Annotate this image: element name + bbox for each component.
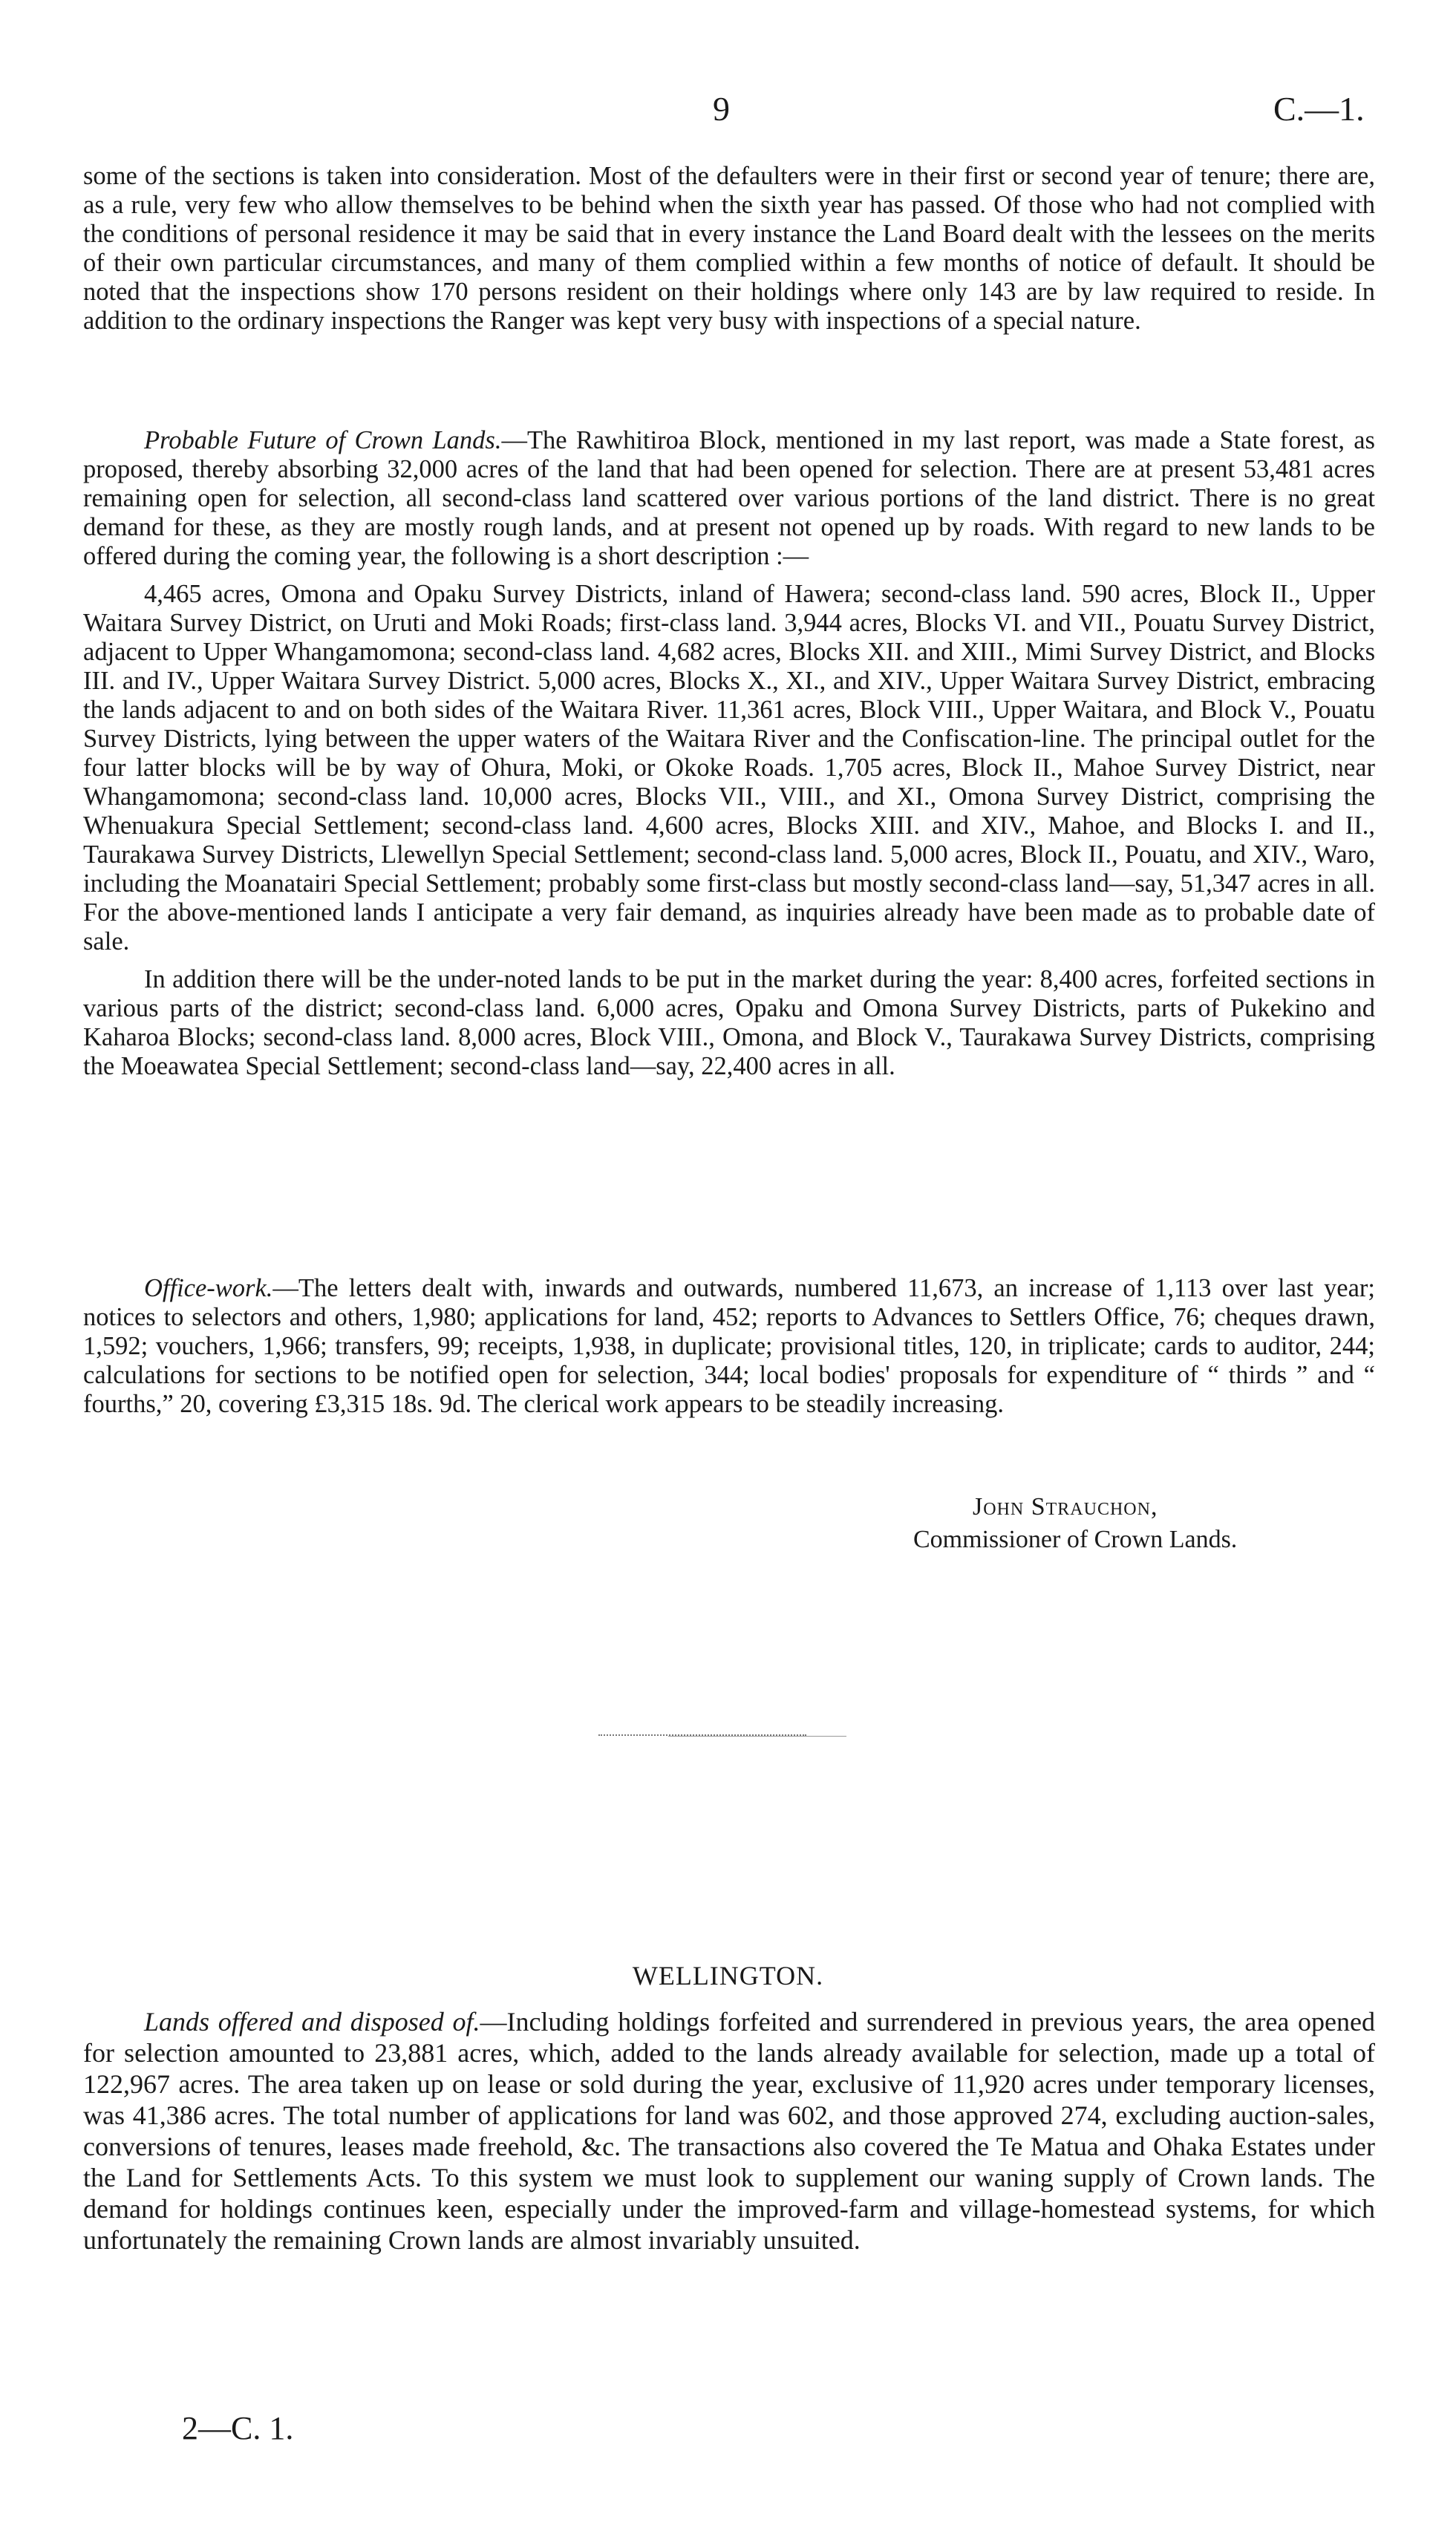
paragraph: 4,465 acres, Omona and Opaku Survey Districts, inland of Hawera; second-class land. 590 acres, Block II., Upper Waitara Survey District, on Uruti and Moki Roads; first-class land. 3,944 acres, Blocks VI. and VII., Pouatu Survey District, adjacent to Upper Whangamomona; second-class land. 4,682 acres, Blocks XII. and XIII., Mimi Survey District, and Blocks III. and IV., Upper Waitara Survey District. 5,000 acres, Blocks X., XI., and XIV., Upper Waitara Survey District, embracing the lands adjacent to and on both sides of the Waitara River. 11,361 acres, Block VIII., Upper Waitara, and Block V., Pouatu Survey Districts, lying between the upper waters of the Waitara River and the Confiscation-line. The principal outlet for the four latter blocks will be by way of Ohura, Moki, or Okoke Roads. 1,705 acres, Block II., Mahoe Survey District, near Whangamomona; second-class land. 10,000 acres, Blocks VII., VIII., and XI., Omona Survey District, comprising the Whenuakura Special Settlement; second-class land. 4,600 acres, Blocks XIII. and XIV., Mahoe, and Blocks I. and II., Taurakawa Survey Districts, Llewellyn Special Settlement; second-class land. 5,000 acres, Block II., Pouatu, and XIV., Waro, including the Moanatairi Special Settlement; probably some first-class but mostly second-class land—say, 51,347 acres in all. For the above-mentioned lands I anticipate a very fair demand, as inquiries already have been made as to probable date of sale. <box>83 580 1375 956</box>
section-heading: Lands offered and disposed of. <box>144 2007 480 2037</box>
paragraph <box>83 1274 1375 1419</box>
page-number: 9 <box>713 90 730 128</box>
signatory-title: Commissioner of Crown Lands. <box>913 1526 1238 1553</box>
section-heading: Office-work. <box>144 1274 273 1302</box>
paragraph <box>83 426 1375 571</box>
paragraph-text: —Including holdings forfeited and surrendered in previous years, the area opened for selection amounted to 23,881 acres, which, added to the lands already available for selection, made up a total of 122,967 acres. The area taken up on lease or sold during the year, exclusive of 11,920 acres under temporary licenses, was 41,386 acres. The total number of applications for land was 602, and those approved 274, excluding auction-sales, conversions of tenures, leases made freehold, &c. The transactions also covered the Te Matua and Ohaka Estates under the Land for Settlements Acts. To this system we must look to supplement our waning supply of Crown lands. The demand for holdings continues keen, especially under the improved-farm and village-homestead systems, for which unfortunately the remaining Crown lands are almost invariably unsuited. <box>83 2007 1375 2255</box>
document-reference: C.—1. <box>1273 90 1365 128</box>
section-heading: Probable Future of Crown Lands. <box>144 426 502 454</box>
section-probable-future <box>83 426 1375 1081</box>
signature-block <box>913 1491 1237 1556</box>
section-divider <box>668 1736 846 1737</box>
signatory-name: John Strauchon, <box>973 1493 1158 1521</box>
section-office-work <box>83 1274 1375 1419</box>
paragraph-text: —The letters dealt with, inwards and outwards, numbered 11,673, an increase of 1,113 over last year; notices to selectors and others, 1,980; applications for land, 452; reports to Advances to Settlers Office, 76; cheques drawn, 1,592; vouchers, 1,966; transfers, 99; receipts, 1,938, in duplicate; provisional titles, 120, in triplicate; cards to auditor, 244; calculations for sections to be notified open for selection, 344; local bodies' proposals for expenditure of “ thirds ” and “ fourths,” 20, covering £3,315 18s. 9d. The clerical work appears to be steadily increasing. <box>83 1274 1375 1418</box>
signature-mark: 2—C. 1. <box>182 2410 294 2446</box>
paragraph-text: —The Rawhitiroa Block, mentioned in my last report, was made a State forest, as proposed, thereby absorbing 32,000 acres of the land that had been opened for selection. There are at present 53,481 acres remaining open for selection, all second-class land scattered over various portions of the land district. There is no great demand for these, as they are mostly rough lands, and at present not opened up by roads. With regard to new lands to be offered during the coming year, the following is a short description :— <box>83 426 1375 570</box>
paragraph <box>83 2006 1375 2256</box>
section-wellington-lands <box>83 2006 1375 2256</box>
paragraph: In addition there will be the under-noted lands to be put in the market during the year: 8,400 acres, forfeited sections in various parts of the district; second-class land. 6,000 acres, Opaku and Omona Survey Districts, parts of Pukekino and Kaharoa Blocks; second-class land. 8,000 acres, Block VIII., Omona, and Block V., Taurakawa Survey Districts, comprising the Moeawatea Special Settlement; second-class land—say, 22,400 acres in all. <box>83 965 1375 1080</box>
district-heading: WELLINGTON. <box>632 1961 824 1991</box>
section-defaulters <box>83 162 1375 336</box>
paragraph: some of the sections is taken into consideration. Most of the defaulters were in their first or second year of tenure; there are, as a rule, very few who allow themselves to be behind when the sixth year has passed. Of those who had not complied with the conditions of personal residence it may be said that in every instance the Land Board dealt with the lessees on the merits of their own particular circumstances, and many of them complied within a few months of notice of default. It should be noted that the inspections show 170 persons resident on their holdings where only 143 are by law required to reside. In addition to the ordinary inspections the Ranger was kept very busy with inspections of a special nature. <box>83 162 1375 335</box>
